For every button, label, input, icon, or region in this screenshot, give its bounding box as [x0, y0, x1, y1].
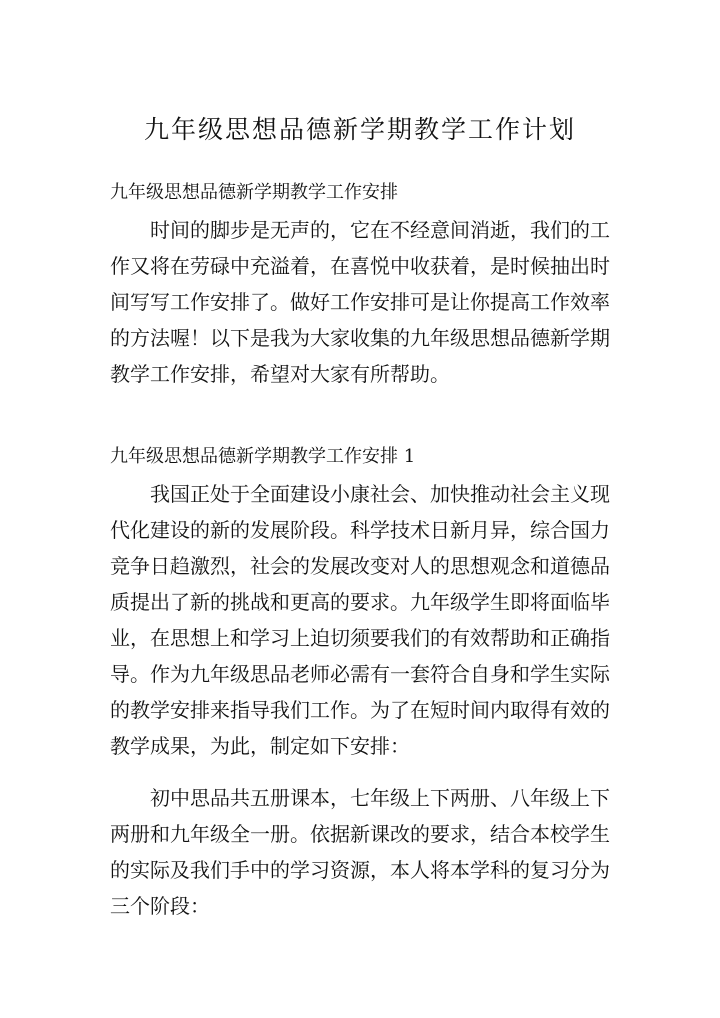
section-heading: 九年级思想品德新学期教学工作安排: [110, 182, 398, 203]
intro-paragraph: 时间的脚步是无声的，它在不经意间消逝，我们的工作又将在劳碌中充溢着，在喜悦中收获着，是时候抽出时间写写工作安排了。做好工作安排可是让你提高工作效率的方法喔！以下是我为大家收集的九年级思想品德新学期教学工作安排，希望对大家有所帮助。: [110, 218, 610, 386]
subheading-1: 九年级思想品德新学期教学工作安排 1: [110, 446, 416, 467]
document-title: 九年级思想品德新学期教学工作计划: [143, 115, 576, 144]
body-paragraph-2: 初中思品共五册课本，七年级上下两册、八年级上下两册和九年级全一册。依据新课改的要求，结合本校学生的实际及我们手中的学习资源，本人将本学科的复习分为三个阶段：: [110, 786, 610, 918]
body-paragraph-1: 我国正处于全面建设小康社会、加快推动社会主义现代化建设的新的发展阶段。科学技术日新月异，综合国力竞争日趋激烈，社会的发展改变对人的思想观念和道德品质提出了新的挑战和更高的要求。九年级学生即将面临毕业，在思想上和学习上迫切须要我们的有效帮助和正确指导。作为九年级思品老师必需有一套符合自身和学生实际的教学安排来指导我们工作。为了在短时间内取得有效的教学成果，为此，制定如下安排：: [110, 482, 610, 758]
